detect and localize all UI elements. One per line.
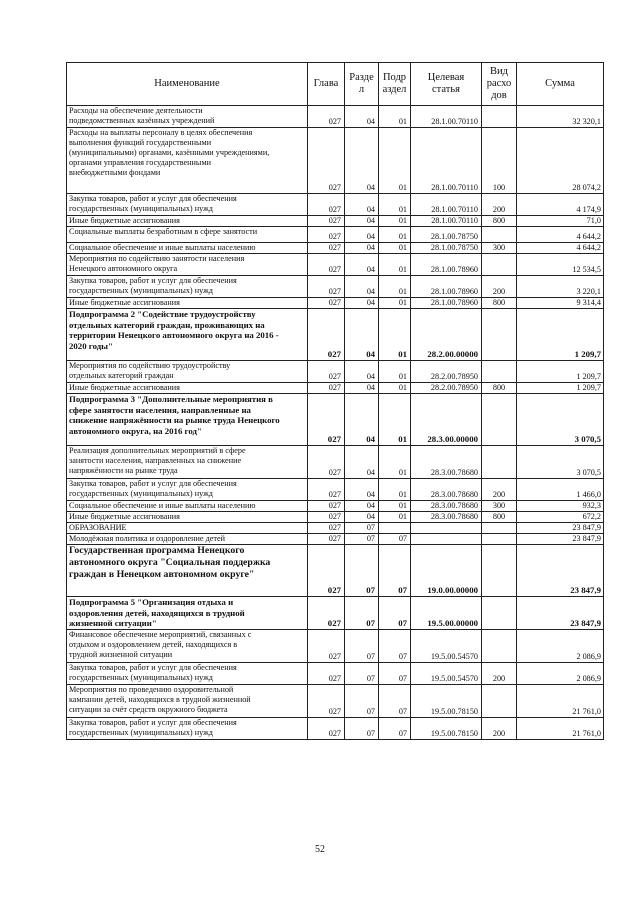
- cell-podrazdel: 01: [379, 394, 411, 446]
- cell-sum: 1 466,0: [517, 479, 604, 501]
- cell-podrazdel: 01: [379, 501, 411, 512]
- cell-glava: 027: [308, 394, 345, 446]
- cell-glava: 027: [308, 718, 345, 740]
- cell-podrazdel: 01: [379, 254, 411, 276]
- table-row: [67, 254, 604, 276]
- cell-vid: 200: [482, 663, 517, 685]
- cell-podrazdel: 01: [379, 309, 411, 361]
- table-row: [67, 534, 604, 545]
- cell-name: Закупка товаров, работ и услуг для обеспечения государственных (муниципальных) нужд: [67, 479, 308, 501]
- cell-glava: 027: [308, 361, 345, 383]
- cell-sum: 2 086,9: [517, 630, 604, 663]
- cell-podrazdel: 01: [379, 106, 411, 128]
- cell-target: 28.3.00.78680: [411, 446, 482, 479]
- table-row: [67, 718, 604, 740]
- cell-podrazdel: [379, 523, 411, 534]
- cell-glava: 027: [308, 276, 345, 298]
- cell-name: Социальное обеспечение и иные выплаты населению: [67, 501, 308, 512]
- cell-podrazdel: 01: [379, 298, 411, 309]
- cell-podrazdel: 01: [379, 216, 411, 227]
- cell-glava: 027: [308, 501, 345, 512]
- cell-sum: 3 070,5: [517, 394, 604, 446]
- table-row: [67, 512, 604, 523]
- cell-vid: [482, 254, 517, 276]
- table-row: [67, 394, 604, 446]
- cell-podrazdel: 01: [379, 512, 411, 523]
- cell-glava: 027: [308, 383, 345, 394]
- table-row: [67, 106, 604, 128]
- cell-sum: 1 209,7: [517, 361, 604, 383]
- cell-vid: [482, 309, 517, 361]
- cell-target: 19.5.00.54570: [411, 630, 482, 663]
- cell-podrazdel: 07: [379, 663, 411, 685]
- cell-razdel: 04: [345, 361, 379, 383]
- cell-razdel: 04: [345, 128, 379, 194]
- cell-razdel: 04: [345, 243, 379, 254]
- cell-glava: 027: [308, 630, 345, 663]
- cell-vid: [482, 394, 517, 446]
- header-sum: Сумма: [517, 63, 604, 106]
- cell-sum: 21 761,0: [517, 685, 604, 718]
- cell-target: 19.0.00.00000: [411, 545, 482, 597]
- cell-name: Подпрограмма 3 "Дополнительные мероприятия в сфере занятости населения, направленные на снижение напряжённости на рынке труда Ненецкого автономного округа, на 2016 год": [67, 394, 308, 446]
- header-glava: Глава: [308, 63, 345, 106]
- cell-razdel: 04: [345, 394, 379, 446]
- cell-razdel: 04: [345, 309, 379, 361]
- cell-vid: 800: [482, 512, 517, 523]
- table-row: [67, 194, 604, 216]
- cell-target: 28.1.00.78750: [411, 243, 482, 254]
- cell-podrazdel: 01: [379, 194, 411, 216]
- table-row: [67, 501, 604, 512]
- table-row: [67, 361, 604, 383]
- cell-vid: [482, 446, 517, 479]
- cell-glava: 027: [308, 309, 345, 361]
- table-row: [67, 523, 604, 534]
- cell-target: 19.5.00.78150: [411, 685, 482, 718]
- cell-razdel: 04: [345, 106, 379, 128]
- cell-glava: 027: [308, 216, 345, 227]
- header-target: Целевая статья: [411, 63, 482, 106]
- cell-sum: 12 534,5: [517, 254, 604, 276]
- cell-glava: 027: [308, 298, 345, 309]
- cell-vid: 200: [482, 194, 517, 216]
- cell-target: 28.3.00.00000: [411, 394, 482, 446]
- cell-razdel: 07: [345, 545, 379, 597]
- table-row: [67, 597, 604, 630]
- table-row: [67, 276, 604, 298]
- cell-glava: 027: [308, 512, 345, 523]
- cell-podrazdel: 01: [379, 383, 411, 394]
- table-row: [67, 216, 604, 227]
- cell-sum: 1 209,7: [517, 383, 604, 394]
- cell-podrazdel: 07: [379, 534, 411, 545]
- cell-sum: 9 314,4: [517, 298, 604, 309]
- table-row: [67, 128, 604, 194]
- cell-sum: 2 086,9: [517, 663, 604, 685]
- cell-vid: 800: [482, 383, 517, 394]
- cell-razdel: 04: [345, 254, 379, 276]
- cell-name: Закупка товаров, работ и услуг для обеспечения государственных (муниципальных) нужд: [67, 718, 308, 740]
- cell-name: Социальные выплаты безработным в сфере занятости: [67, 227, 308, 243]
- cell-name: Иные бюджетные ассигнования: [67, 216, 308, 227]
- cell-glava: 027: [308, 243, 345, 254]
- cell-sum: 32 320,1: [517, 106, 604, 128]
- cell-glava: 027: [308, 128, 345, 194]
- cell-target: 28.1.00.78750: [411, 227, 482, 243]
- cell-sum: 4 174,9: [517, 194, 604, 216]
- cell-target: 28.1.00.70110: [411, 216, 482, 227]
- cell-razdel: 04: [345, 479, 379, 501]
- cell-sum: 1 209,7: [517, 309, 604, 361]
- cell-sum: 71,0: [517, 216, 604, 227]
- table-row: [67, 685, 604, 718]
- cell-glava: 027: [308, 685, 345, 718]
- cell-glava: 027: [308, 523, 345, 534]
- cell-sum: 23 847,9: [517, 523, 604, 534]
- cell-vid: [482, 545, 517, 597]
- cell-podrazdel: 07: [379, 545, 411, 597]
- cell-target: 28.3.00.78680: [411, 501, 482, 512]
- cell-podrazdel: 01: [379, 243, 411, 254]
- cell-target: 28.2.00.00000: [411, 309, 482, 361]
- cell-podrazdel: 07: [379, 597, 411, 630]
- cell-sum: 3 220,1: [517, 276, 604, 298]
- cell-razdel: 04: [345, 512, 379, 523]
- cell-name: Мероприятия по проведению оздоровительной кампании детей, находящихся в трудной жизненной ситуации за счёт средств окружного бюджета: [67, 685, 308, 718]
- cell-name: ОБРАЗОВАНИЕ: [67, 523, 308, 534]
- table-row: [67, 479, 604, 501]
- table-row: [67, 663, 604, 685]
- cell-target: 19.5.00.54570: [411, 663, 482, 685]
- cell-vid: [482, 534, 517, 545]
- table-row: [67, 545, 604, 597]
- cell-vid: [482, 685, 517, 718]
- cell-name: Подпрограмма 2 "Содействие трудоустройству отдельных категорий граждан, проживающих на территории Ненецкого автономного округа на 2016 - 2020 годы": [67, 309, 308, 361]
- cell-name: Реализация дополнительных мероприятий в сфере занятости населения, направленных на снижение напряжённости на рынке труда: [67, 446, 308, 479]
- cell-sum: 672,2: [517, 512, 604, 523]
- cell-podrazdel: 01: [379, 227, 411, 243]
- cell-razdel: 04: [345, 276, 379, 298]
- cell-sum: 3 070,5: [517, 446, 604, 479]
- cell-razdel: 07: [345, 630, 379, 663]
- cell-glava: 027: [308, 545, 345, 597]
- cell-podrazdel: 07: [379, 685, 411, 718]
- cell-target: 19.5.00.78150: [411, 718, 482, 740]
- cell-vid: 200: [482, 479, 517, 501]
- cell-razdel: 07: [345, 597, 379, 630]
- cell-name: Подпрограмма 5 "Организация отдыха и оздоровления детей, находящихся в трудной жизненной ситуации": [67, 597, 308, 630]
- cell-name: Иные бюджетные ассигнования: [67, 383, 308, 394]
- cell-glava: 027: [308, 663, 345, 685]
- table-header-row: [67, 63, 604, 106]
- header-razdel: Разде л: [345, 63, 379, 106]
- cell-sum: 23 847,9: [517, 545, 604, 597]
- cell-name: Государственная программа Ненецкого автономного округа "Социальная поддержка граждан в Ненецком автономном округе": [67, 545, 308, 597]
- cell-sum: 23 847,9: [517, 597, 604, 630]
- cell-sum: 4 644,2: [517, 227, 604, 243]
- cell-vid: 200: [482, 276, 517, 298]
- cell-razdel: 07: [345, 523, 379, 534]
- cell-target: 28.1.00.70110: [411, 194, 482, 216]
- cell-razdel: 04: [345, 227, 379, 243]
- cell-razdel: 07: [345, 663, 379, 685]
- cell-target: [411, 534, 482, 545]
- cell-razdel: 04: [345, 298, 379, 309]
- cell-glava: 027: [308, 479, 345, 501]
- cell-podrazdel: 01: [379, 446, 411, 479]
- cell-target: [411, 523, 482, 534]
- cell-razdel: 04: [345, 383, 379, 394]
- cell-glava: 027: [308, 597, 345, 630]
- header-vid: Вид расхо дов: [482, 63, 517, 106]
- table-row: [67, 630, 604, 663]
- cell-name: Социальное обеспечение и иные выплаты населению: [67, 243, 308, 254]
- table-row: [67, 227, 604, 243]
- table-row: [67, 243, 604, 254]
- header-podrazdel: Подр аздел: [379, 63, 411, 106]
- cell-podrazdel: 07: [379, 718, 411, 740]
- cell-razdel: 04: [345, 194, 379, 216]
- cell-razdel: 07: [345, 718, 379, 740]
- cell-target: 28.1.00.78960: [411, 276, 482, 298]
- cell-name: Закупка товаров, работ и услуг для обеспечения государственных (муниципальных) нужд: [67, 276, 308, 298]
- page-number: 52: [315, 844, 325, 855]
- cell-podrazdel: 01: [379, 128, 411, 194]
- cell-target: 28.1.00.78960: [411, 254, 482, 276]
- table-row: [67, 446, 604, 479]
- cell-name: Иные бюджетные ассигнования: [67, 298, 308, 309]
- cell-target: 28.2.00.78950: [411, 361, 482, 383]
- cell-vid: [482, 523, 517, 534]
- table-row: [67, 298, 604, 309]
- cell-vid: 800: [482, 298, 517, 309]
- cell-vid: 300: [482, 243, 517, 254]
- cell-name: Закупка товаров, работ и услуг для обеспечения государственных (муниципальных) нужд: [67, 194, 308, 216]
- cell-glava: 027: [308, 194, 345, 216]
- cell-vid: [482, 106, 517, 128]
- cell-vid: 100: [482, 128, 517, 194]
- table-row: [67, 383, 604, 394]
- cell-name: Расходы на обеспечение деятельности подведомственных казённых учреждений: [67, 106, 308, 128]
- cell-razdel: 07: [345, 534, 379, 545]
- cell-vid: 200: [482, 718, 517, 740]
- cell-glava: 027: [308, 227, 345, 243]
- cell-vid: 300: [482, 501, 517, 512]
- cell-razdel: 04: [345, 216, 379, 227]
- cell-name: Мероприятия по содействию трудоустройству отдельных категорий граждан: [67, 361, 308, 383]
- cell-name: Закупка товаров, работ и услуг для обеспечения государственных (муниципальных) нужд: [67, 663, 308, 685]
- cell-sum: 23 847,9: [517, 534, 604, 545]
- cell-vid: [482, 630, 517, 663]
- cell-vid: 800: [482, 216, 517, 227]
- cell-target: 28.3.00.78680: [411, 512, 482, 523]
- cell-name: Финансовое обеспечение мероприятий, связанных с отдыхом и оздоровлением детей, находящихся в трудной жизненной ситуации: [67, 630, 308, 663]
- cell-target: 28.3.00.78680: [411, 479, 482, 501]
- cell-glava: 027: [308, 534, 345, 545]
- header-name: Наименование: [67, 63, 308, 106]
- budget-table: [66, 62, 604, 740]
- cell-razdel: 04: [345, 501, 379, 512]
- cell-name: Иные бюджетные ассигнования: [67, 512, 308, 523]
- cell-target: 28.1.00.70110: [411, 128, 482, 194]
- table-row: [67, 309, 604, 361]
- cell-podrazdel: 01: [379, 276, 411, 298]
- cell-vid: [482, 597, 517, 630]
- cell-name: Расходы на выплаты персоналу в целях обеспечения выполнения функций государственными (муниципальными) органами, казёнными учреждениями, органами управления государственными внебюджетными фондами: [67, 128, 308, 194]
- cell-target: 28.1.00.70110: [411, 106, 482, 128]
- cell-vid: [482, 361, 517, 383]
- cell-podrazdel: 07: [379, 630, 411, 663]
- cell-podrazdel: 01: [379, 361, 411, 383]
- cell-target: 28.1.00.78960: [411, 298, 482, 309]
- cell-glava: 027: [308, 446, 345, 479]
- cell-name: Мероприятия по содействию занятости населения Ненецкого автономного округа: [67, 254, 308, 276]
- cell-sum: 28 074,2: [517, 128, 604, 194]
- cell-razdel: 07: [345, 685, 379, 718]
- cell-razdel: 04: [345, 446, 379, 479]
- cell-target: 19.5.00.00000: [411, 597, 482, 630]
- cell-glava: 027: [308, 254, 345, 276]
- cell-sum: 4 644,2: [517, 243, 604, 254]
- cell-sum: 21 761,0: [517, 718, 604, 740]
- cell-glava: 027: [308, 106, 345, 128]
- cell-sum: 932,3: [517, 501, 604, 512]
- cell-target: 28.2.00.78950: [411, 383, 482, 394]
- cell-vid: [482, 227, 517, 243]
- cell-podrazdel: 01: [379, 479, 411, 501]
- cell-name: Молодёжная политика и оздоровление детей: [67, 534, 308, 545]
